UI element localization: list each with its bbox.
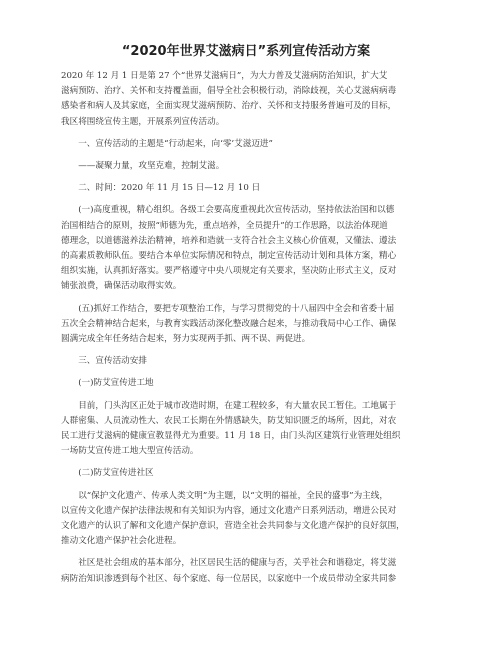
text-line: 感染者和病人及其家庭，全面实现艾滋病预防、治疗、关怀和支持服务普遍可及的目标，	[61, 101, 397, 112]
text-line: 人群密集、人员流动性大、农民工长期在外情感缺失，防艾知识匮乏的场所，因此，对农	[61, 415, 397, 426]
text-line: 圆满完成全年任务结合起来，努力实现两手抓、两不误、两促进。	[61, 334, 311, 345]
text-line: 组织实施，认真抓好落实。要严格遵守中央八项规定有关要求，坚决防止形式主义，反对	[61, 266, 397, 277]
text-line: 民工进行艾滋病的健康宣教显得尤为重要。11 月 18 日，由门头沟区建筑行业管理处组织	[61, 431, 401, 442]
text-line: 滋病预防、治疗、关怀和支持覆盖面，倡导全社会积极行动，消除歧视，关心艾滋病病毒	[61, 86, 397, 97]
text-line: 文化遗产的认识了解和文化遗产保护意识，营造全社会共同参与文化遗产保护的良好氛围，	[61, 521, 405, 532]
text-line: 二、时间：2020 年 11 月 15 日—12 月 10 日	[78, 183, 261, 194]
paragraph	[61, 181, 431, 196]
document-title: “2020年世界艾滋病日”系列宣传活动方案	[121, 44, 371, 59]
paragraph	[61, 489, 431, 550]
text-line: (一)防艾宣传进工地	[78, 378, 154, 389]
paragraph	[61, 137, 431, 152]
paragraph	[61, 159, 431, 174]
text-line: 我区将围绕宣传主题，开展系列宣传活动。	[61, 116, 225, 127]
text-line: 的高素质教师队伍。要结合本单位实际情况和特点，制定宣传活动计划和具体方案，精心	[61, 251, 397, 262]
text-line: ——凝聚力量，攻坚克难，控制艾滋。	[78, 161, 225, 172]
text-line: 三、宣传活动安排	[78, 356, 147, 367]
text-line: (一)高度重视，精心组织。各级工会要高度重视此次宣传活动，坚持依法治国和以德	[78, 205, 395, 216]
paragraph	[61, 376, 431, 391]
text-line: 2020 年 12 月 1 日是第 27 个“世界艾滋病日”，为大力普及艾滋病防治知识，扩大艾	[61, 71, 388, 81]
text-line: 以“保护文化遗产、传承人类文明”为主题，以“文明的福祉，全民的盛事”为主线，	[78, 490, 388, 501]
paragraph	[61, 556, 431, 586]
text-line: 德理念，以道德滋养法治精神，培养和造就一支符合社会主义核心价值观，又懂法、遵法	[61, 235, 397, 246]
paragraph	[61, 466, 431, 481]
paragraph	[61, 302, 431, 348]
text-line: 一、宣传活动的主题是“行动起来，向‘零’艾滋迈进”	[78, 138, 273, 149]
paragraph	[61, 203, 431, 294]
text-line: 社区是社会组成的基本部分，社区居民生活的健康与否，关乎社会和谐稳定，将艾滋	[78, 558, 397, 569]
text-line: 目前，门头沟区正处于城市改造时期，在建工程较多，有大量农民工暂住。工地属于	[78, 400, 397, 411]
text-line: (二)防艾宣传进社区	[78, 468, 154, 479]
document-body	[61, 69, 431, 587]
text-line: 一场防艾宣传进工地大型宣传活动。	[61, 446, 199, 457]
text-line: 推动文化遗产保护社会化进程。	[61, 536, 182, 547]
text-line: 治国相结合的原则，按照“师德为先，重点培养，全员提升”的工作思路，以法治体现道	[61, 220, 388, 231]
paragraph	[61, 399, 431, 460]
paragraph	[61, 69, 431, 130]
text-line: 以宣传文化遗产保护法律法规和有关知识为内容，通过文化遗产日系列活动，增进公民对	[61, 505, 397, 516]
text-line: (五)抓好工作结合，要把专项整治工作，与学习贯彻党的十八届四中全会和省委十届	[78, 303, 395, 314]
text-line: 铺张浪费，确保活动取得实效。	[61, 281, 182, 292]
text-line: 病防治知识渗透到每个社区、每个家庭、每一位居民，以家庭中一个成员带动全家共同参	[61, 573, 397, 584]
text-line: 五次全会精神结合起来，与教育实践活动深化整改融合起来，与推动我局中心工作、确保	[61, 318, 397, 329]
paragraph	[61, 354, 431, 369]
